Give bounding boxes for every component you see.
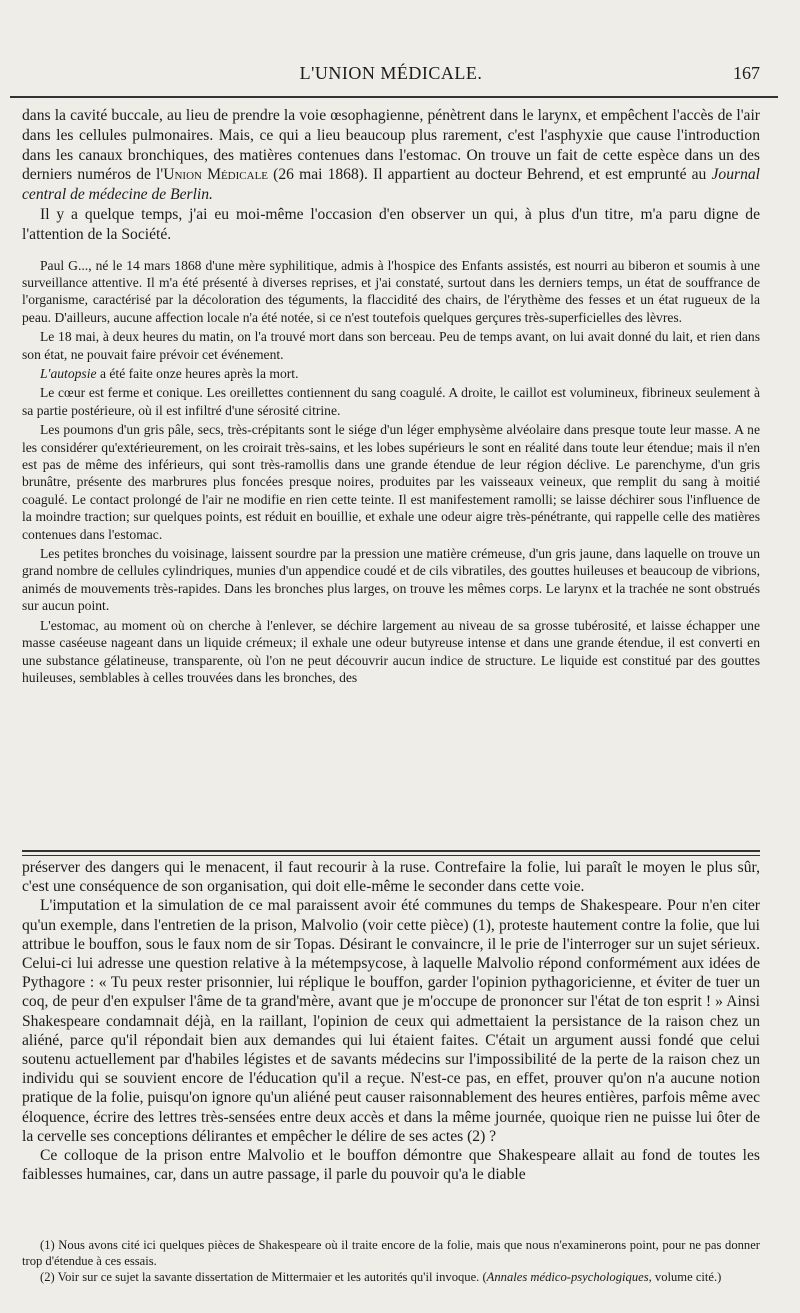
page-number: 167 <box>733 63 760 83</box>
paragraph: Le 18 mai, à deux heures du matin, on l'a trouvé mort dans son berceau. Peu de temps avant, on lui avait donné du lait, et rien dans son état, ne pouvait faire prévoir cet événement. <box>22 329 760 362</box>
journal-title: Journal central de médecine de Berlin. <box>22 166 760 204</box>
paragraph <box>22 365 760 382</box>
paragraph: Ce colloque de la prison entre Malvolio et le bouffon démontre que Shakespeare allait au fond de toutes les faiblesses humaines, car, dans un autre passage, il parle du pouvoir qu'a le diable <box>22 1147 760 1184</box>
paragraph <box>22 106 760 205</box>
paragraph: L'estomac, au moment où on cherche à l'enlever, se déchire largement au niveau de sa grosse tubérosité, et laisse échapper une masse caséeuse nageant dans un liquide crémeux; il exhale une odeur butyreuse intense et dans une grande étendue, il est converti en une substance gélatineuse, transparente, où l'on ne peut découvrir aucun indice de structure. Le liquide est constitué par des gouttes huileuses, semblables à celles trouvées dans les bronches, des <box>22 617 760 685</box>
paragraph: Les poumons d'un gris pâle, secs, très-crépitants sont le siége d'un léger emphysème alvéolaire dans presque toute leur masse. A ne les considérer qu'extérieurement, on les croirait très-sains, et les lobes supérieurs le sont en réalité dans toute leur étendue; mais il n'en est pas de même des inférieurs, qui sont très-ramollis dans une grande étendue de leur région déclive. Le parenchyme, d'un gris brunâtre, présente des marbrures plus foncées presque noires, produites par les vaisseaux veineux, que remplit du sang à moitié coagulé. Le contact prolongé de l'air ne modifie en rien cette teinte. Il est manifestement ramolli; se laisse déchirer sous l'influence de la moindre traction; sur quelques points, est réduit en bouillie, et exhale une odeur aigre très-pénétrante, qui rappelle celle des matières contenues dans l'estomac. <box>22 422 760 542</box>
header-rule <box>10 96 778 98</box>
spacer <box>22 245 760 257</box>
text-run: volume cité.) <box>651 1270 722 1284</box>
footnote <box>22 1269 760 1285</box>
paragraph: Paul G..., né le 14 mars 1868 d'une mère syphilitique, admis à l'hospice des Enfants assistés, est nourri au biberon et soumis à une surveillance attentive. Il m'a été présenté à diverses reprises, et j'ai constaté, surtout dans les derniers temps, un état de souffrance de l'organisme, caractérisé par la décoloration des téguments, la flaccidité des chairs, de l'érythème des fesses et un état rugueux de la peau. D'ailleurs, aucune affection locale n'a été notée, si ce n'est toutefois quelques gerçures très-superficielles des lèvres. <box>22 257 760 325</box>
article-section <box>22 106 760 688</box>
journal-name: Union Médicale <box>163 166 269 184</box>
text-run: a été faite onze heures après la mort. <box>96 366 299 382</box>
paragraph: L'imputation et la simulation de ce mal paraissent avoir été communes du temps de Shakespeare. Pour n'en citer qu'un exemple, dans l'entretien de la prison, Malvolio (voir cette pièce) (1), proteste hautement contre la folie, que lui attribue le bouffon, sous le faux nom de sir Topas. Désirant le convaincre, il le prie de l'interroger sur un sujet sérieux. Celui-ci lui adresse une question relative à la métempsycose, à laquelle Malvolio répond conformément aux idées de Pythagore : « Tu peux rester prisonnier, lui réplique le bouffon, garder l'opinion pythagoricienne, et éviter de tuer un coq, de peur d'en expulser l'âme de ta grand'mère, avant que je m'occupe de prononcer sur l'état de ton esprit ! » Ainsi Shakespeare condamnait déjà, en la raillant, l'opinion de ceux qui admettaient la persistance de la raison chez un aliéné, parce qu'il répondait bien aux demandes qui lui étaient faites. C'était un argument aussi fondé que celui soutenu actuellement par d'habiles légistes et de savants médecins sur l'impossibilité de la perte de la raison chez un individu qui se souvient encore de l'éducation qu'il a reçue. N'est-ce pas, en effet, prouver qu'on n'a aucune notion pratique de la folie, puisqu'on ignore qu'un aliéné peut causer raisonnablement des heures entières, parfois même avec éloquence, écrire des lettres très-sensées entre deux accès et dans la même journée, quoique rien ne puisse lui ôter de la cervelle ses conceptions délirantes et empêcher le délire de ses actes (2) ? <box>22 897 760 1145</box>
case-report <box>22 257 760 687</box>
paragraph: Il y a quelque temps, j'ai eu moi-même l'occasion d'en observer un qui, à plus d'un titre, m'a paru digne de l'attention de la Société. <box>22 205 760 243</box>
journal-title: Annales médico-psychologiques, <box>486 1270 652 1284</box>
feuilleton-section <box>22 858 760 1184</box>
footnote: (1) Nous avons cité ici quelques pièces de Shakespeare où il traite encore de la folie, mais que nous n'examinerons point, pour ne pas donner trop d'étendue à ces essais. <box>22 1238 760 1268</box>
paragraph: Les petites bronches du voisinage, laissent sourdre par la pression une matière crémeuse, d'un gris jaune, dans laquelle on trouve un grand nombre de cellules cylindriques, munies d'un appendice coudé et de cils vibratiles, des gouttes huileuses et beaucoup de vibrions, animés de mouvements très-rapides. Dans les bronches plus larges, on trouve les mêmes corps. Le larynx et la trachée ne sont obstrués sur aucun point. <box>22 546 760 614</box>
paragraph: Le cœur est ferme et conique. Les oreillettes contiennent du sang coagulé. A droite, le caillot est volumineux, fibrineux seulement à sa partie postérieure, où il est infiltré d'une sérosité citrine. <box>22 385 760 418</box>
footnotes <box>22 1237 760 1285</box>
text-run: dans la cavité buccale, au lieu de prendre la voie œsophagienne, pénètrent dans le larynx, et empêchent l'accès de l'air dans les cellules pulmonaires. Mais, ce qui a lieu beaucoup plus rarement, c'est l'asphyxie que cause l'introduction dans les canaux bronchiques, des matières contenues dans l'estomac. On trouve un fait de cette espèce dans un des derniers numéros de l' <box>22 107 760 184</box>
text-run: (26 mai 1868). Il appartient au docteur Behrend, et est emprunté au <box>268 166 712 184</box>
text-run: (2) Voir sur ce sujet la savante dissertation de Mittermaier et les autorités qu'il invoque. ( <box>40 1270 487 1284</box>
feuilleton-divider <box>22 850 760 856</box>
paragraph: préserver des dangers qui le menacent, il faut recourir à la ruse. Contrefaire la folie, lui paraît le moyen le plus sûr, c'est une conséquence de son organisation, qui doit elle-même le seconder dans cette voie. <box>22 859 760 896</box>
autopsy-heading: L'autopsie <box>40 366 97 382</box>
page-header <box>22 0 760 88</box>
running-title: L'UNION MÉDICALE. <box>299 63 483 83</box>
